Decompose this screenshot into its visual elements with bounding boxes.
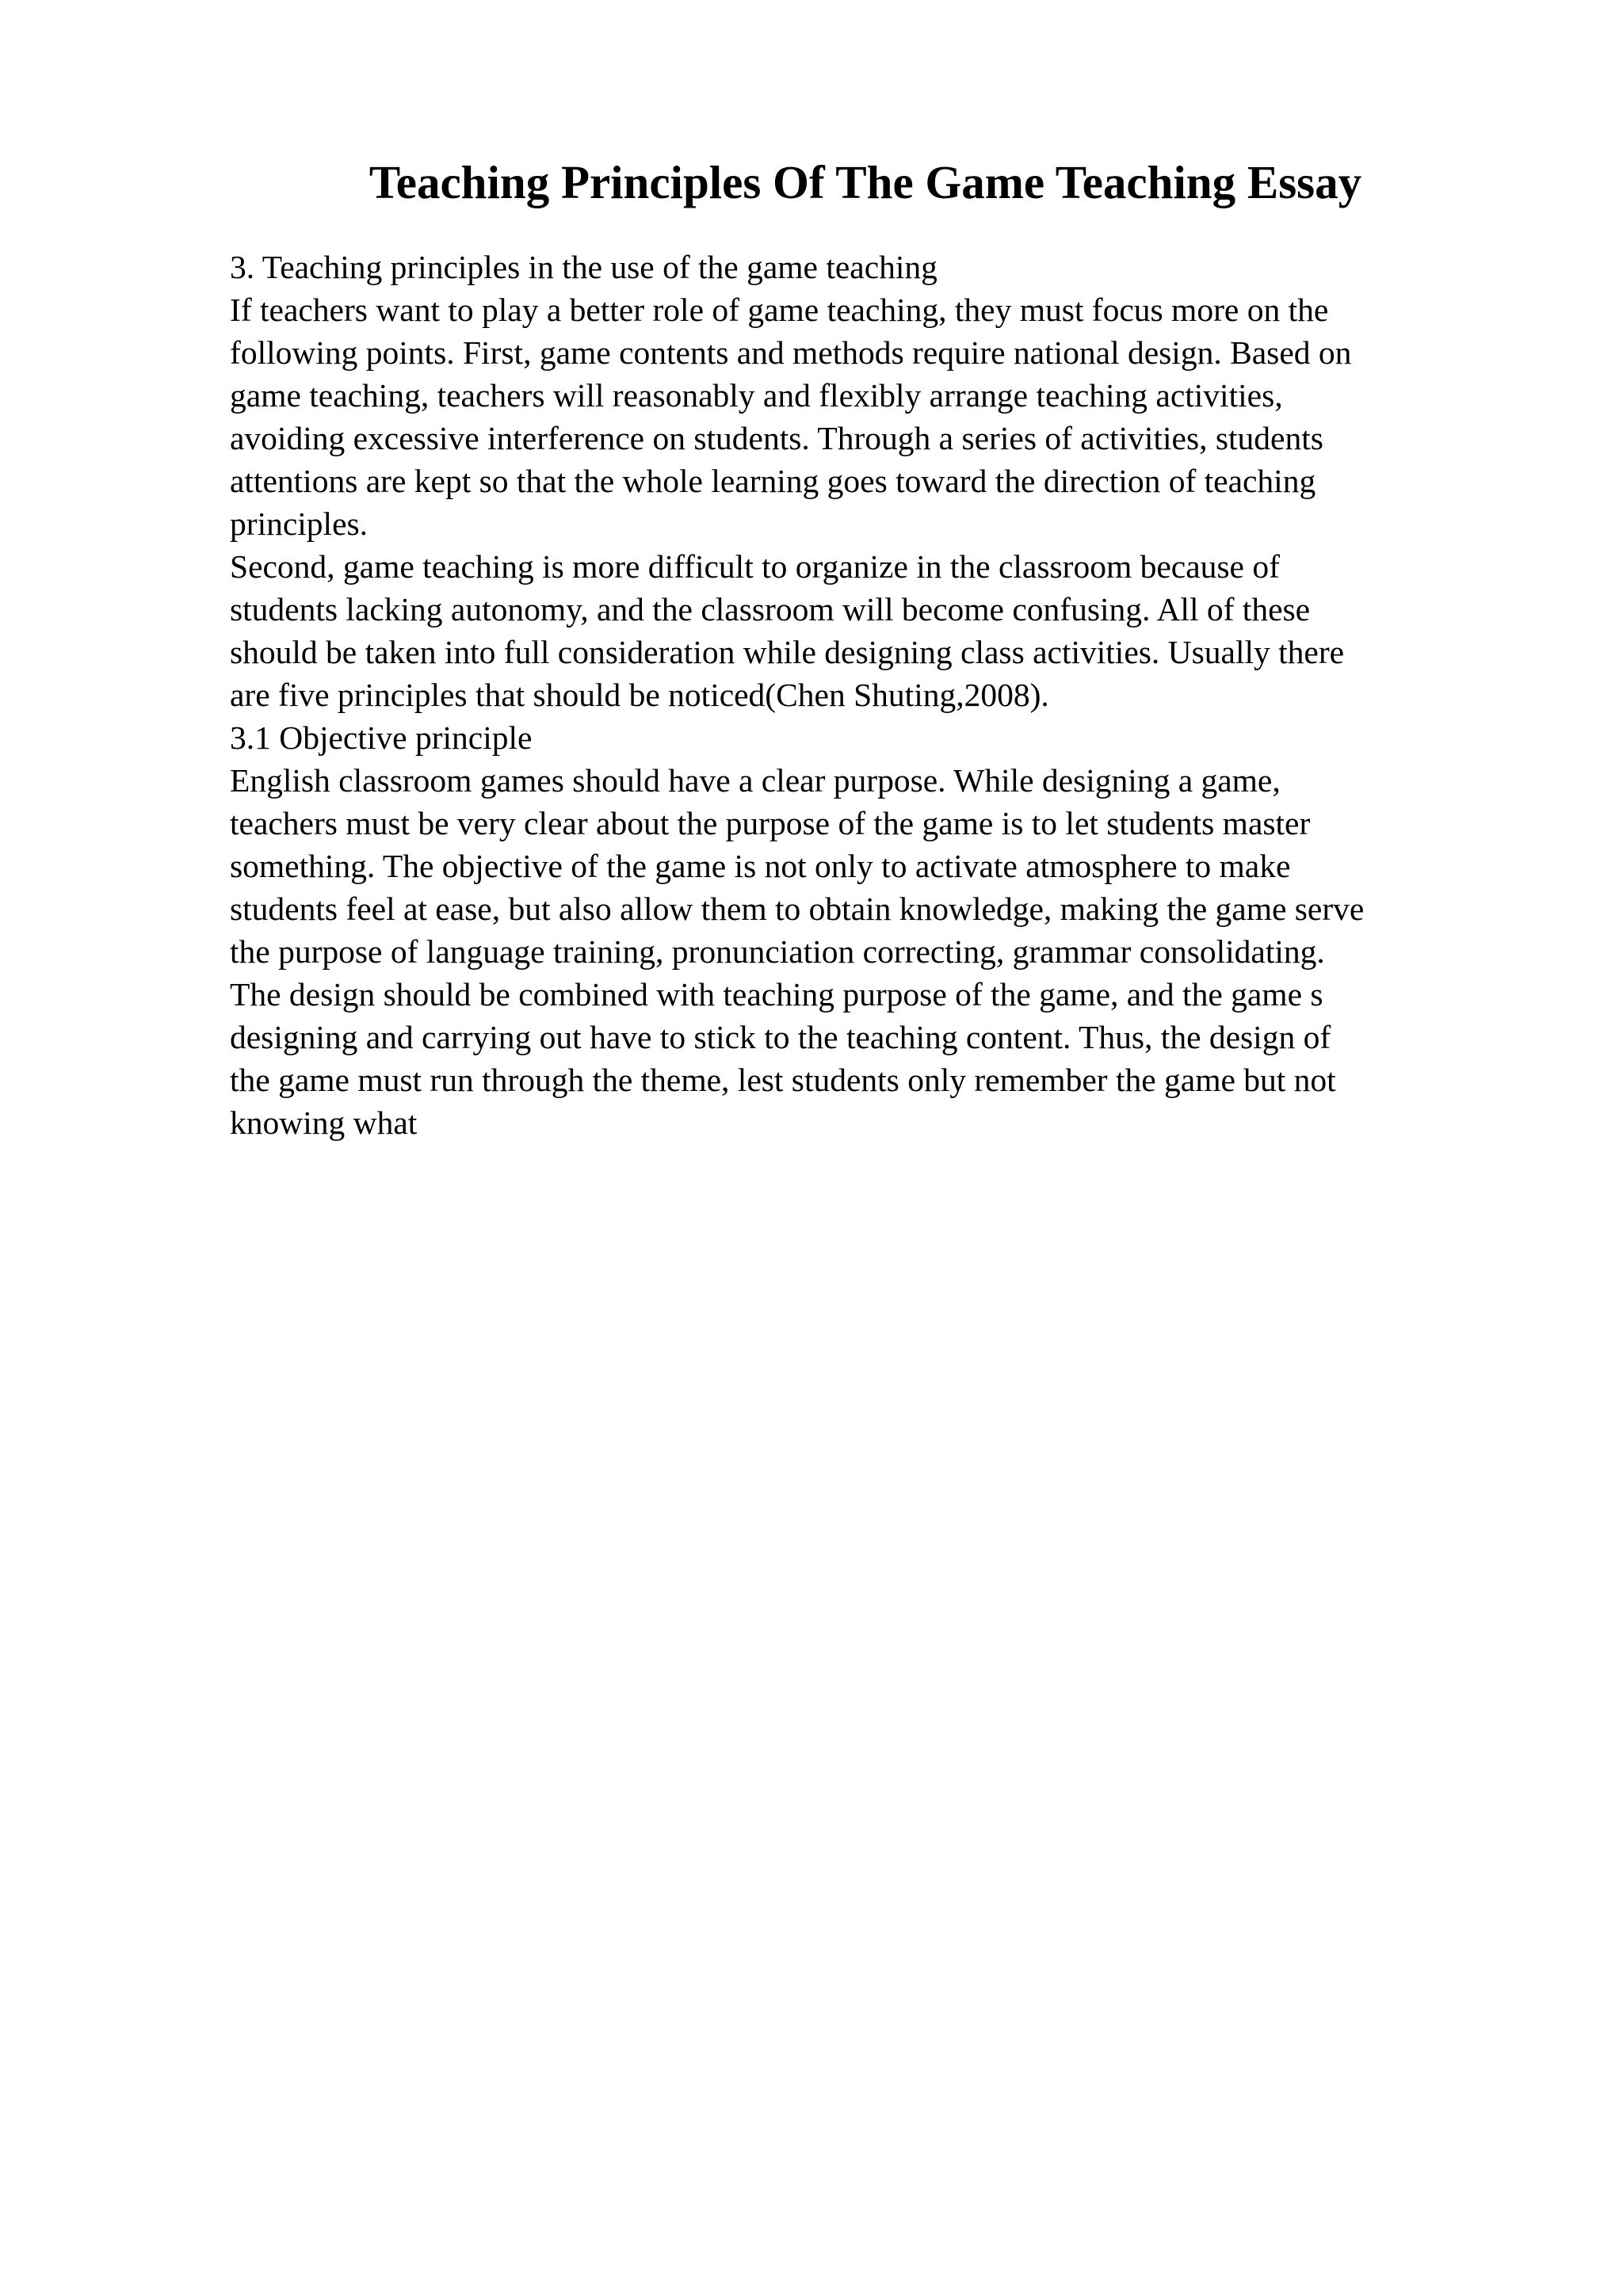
body-line: are five principles that should be noticed(Chen Shuting,2008). (230, 677, 1049, 713)
body-line: designing and carrying out have to stick to the teaching content. Thus, the design of (230, 1019, 1331, 1055)
body-line: something. The objective of the game is not only to activate atmosphere to make (230, 848, 1291, 884)
body-line: principles. (230, 505, 369, 542)
body-line: attentions are kept so that the whole learning goes toward the direction of teaching (230, 463, 1316, 499)
body-line: following points. First, game contents and methods require national design. Based on (230, 334, 1352, 371)
document-title: Teaching Principles Of The Game Teaching Essay (369, 156, 1362, 208)
body-line: the game must run through the theme, lest students only remember the game but not (230, 1062, 1336, 1098)
document-body (230, 246, 1514, 1144)
body-line: Second, game teaching is more difficult to organize in the classroom because of (230, 548, 1280, 585)
body-line: the purpose of language training, pronunciation correcting, grammar consolidating. (230, 933, 1325, 970)
body-line: should be taken into full consideration while designing class activities. Usually there (230, 634, 1345, 670)
body-line: game teaching, teachers will reasonably and flexibly arrange teaching activities, (230, 377, 1283, 414)
body-line: The design should be combined with teaching purpose of the game, and the game s (230, 976, 1323, 1013)
body-line: English classroom games should have a clear purpose. While designing a game, (230, 762, 1281, 799)
body-line: students lacking autonomy, and the classroom will become confusing. All of these (230, 591, 1311, 627)
body-line: knowing what (230, 1104, 418, 1141)
body-line: avoiding excessive interference on students. Through a series of activities, students (230, 420, 1323, 456)
body-line: teachers must be very clear about the purpose of the game is to let students master (230, 805, 1311, 841)
section-heading: 3. Teaching principles in the use of the game teaching (230, 249, 938, 285)
body-line: If teachers want to play a better role of game teaching, they must focus more on the (230, 292, 1329, 328)
body-line: students feel at ease, but also allow them to obtain knowledge, making the game serve (230, 891, 1365, 927)
subsection-heading: 3.1 Objective principle (230, 719, 533, 756)
